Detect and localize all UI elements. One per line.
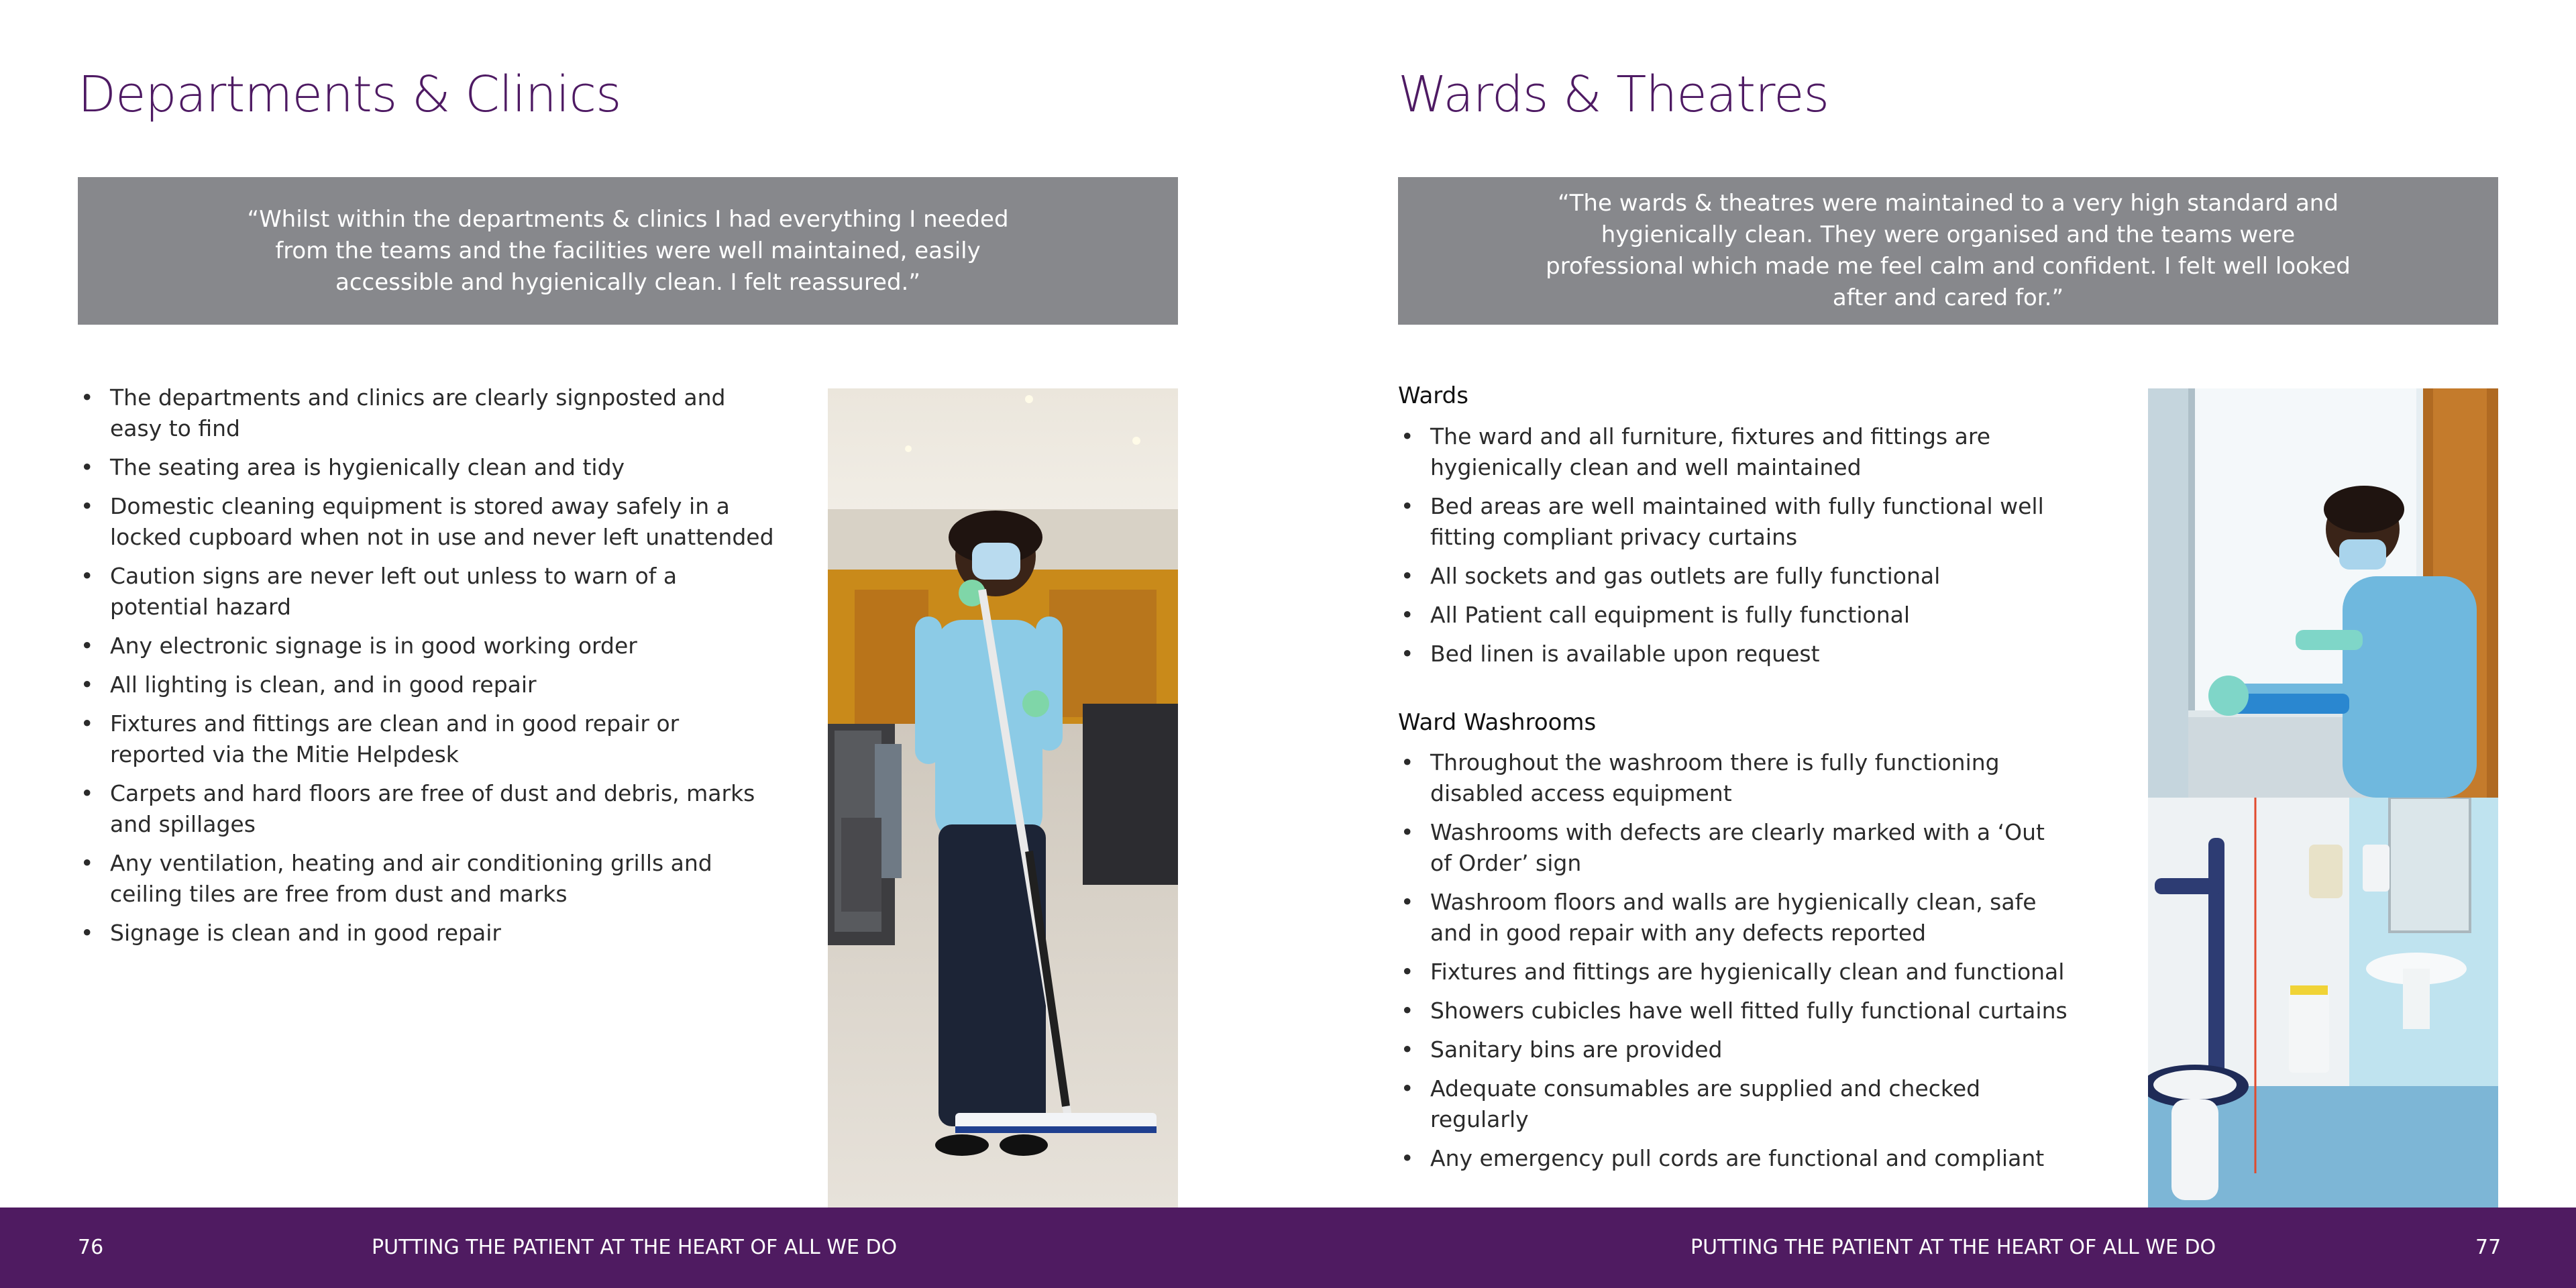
list-item: • Fixtures and fittings are clean and in good repair or reported via the Mitie Helpdesk xyxy=(79,708,777,770)
quote-text: “Whilst within the departments & clinics I had everything I needed from the teams and the facilities were well maintained, easily accessible and hygienically clean. I felt reassured.” xyxy=(247,205,1009,296)
list-item: • Bed areas are well maintained with fully functional well fitting compliant privacy curtains xyxy=(1399,491,2070,553)
left-page xyxy=(0,0,1288,1208)
cleaner-wiping-window-photo xyxy=(2148,388,2498,798)
list-item: • Showers cubicles have well fitted fully functional curtains xyxy=(1399,996,2070,1026)
list-item: • Washroom floors and walls are hygienically clean, safe and in good repair with any defects reported xyxy=(1399,887,2070,949)
list-item: • The departments and clinics are clearly signposted and easy to find xyxy=(79,382,777,444)
list-item: • The ward and all furniture, fixtures and fittings are hygienically clean and well maintained xyxy=(1399,421,2070,483)
list-item: • Washrooms with defects are clearly marked with a ‘Out of Order’ sign xyxy=(1399,817,2070,879)
washrooms-list xyxy=(1399,747,2070,1182)
left-footer-tagline: PUTTING THE PATIENT AT THE HEART OF ALL WE DO xyxy=(372,1236,898,1259)
washroom-photo xyxy=(2148,798,2498,1208)
testimonial-quote xyxy=(1398,177,2498,325)
wards-list xyxy=(1399,421,2070,678)
cleaner-mopping-photo xyxy=(828,388,1178,1208)
testimonial-quote xyxy=(78,177,1178,325)
wards-heading: Wards xyxy=(1398,382,1468,409)
list-item: • Signage is clean and in good repair xyxy=(79,918,777,949)
list-item: • Fixtures and fittings are hygienically clean and functional xyxy=(1399,957,2070,987)
right-page-number: 77 xyxy=(2475,1236,2502,1259)
list-item: • Carpets and hard floors are free of dust and debris, marks and spillages xyxy=(79,778,777,840)
list-item: • Any emergency pull cords are functional and compliant xyxy=(1399,1143,2070,1174)
list-item: • Any electronic signage is in good working order xyxy=(79,631,777,661)
list-item: • All lighting is clean, and in good repair xyxy=(79,669,777,700)
list-item: • All sockets and gas outlets are fully functional xyxy=(1399,561,2070,592)
list-item: • Any ventilation, heating and air conditioning grills and ceiling tiles are free from dust and marks xyxy=(79,848,777,910)
left-page-number: 76 xyxy=(78,1236,104,1259)
list-item: • Throughout the washroom there is fully functioning disabled access equipment xyxy=(1399,747,2070,809)
page-title: Wards & Theatres xyxy=(1398,66,1829,123)
quote-text: “The wards & theatres were maintained to a very high standard and hygienically clean. They were organised and the teams were professional which made me feel calm and confident. I felt well looked after and cared for.” xyxy=(1546,190,2351,311)
list-item: • Bed linen is available upon request xyxy=(1399,639,2070,669)
washrooms-heading: Ward Washrooms xyxy=(1398,709,1597,736)
right-page xyxy=(1288,0,2576,1208)
list-item: • Adequate consumables are supplied and checked regularly xyxy=(1399,1073,2070,1135)
right-footer-tagline: PUTTING THE PATIENT AT THE HEART OF ALL WE DO xyxy=(1690,1236,2216,1259)
page-title: Departments & Clinics xyxy=(78,66,621,123)
footer-bar xyxy=(0,1208,2576,1288)
list-item: • Sanitary bins are provided xyxy=(1399,1034,2070,1065)
list-item: • Caution signs are never left out unless to warn of a potential hazard xyxy=(79,561,777,623)
list-item: • Domestic cleaning equipment is stored away safely in a locked cupboard when not in use and never left unattended xyxy=(79,491,777,553)
requirements-list xyxy=(79,382,777,957)
list-item: • All Patient call equipment is fully functional xyxy=(1399,600,2070,631)
list-item: • The seating area is hygienically clean and tidy xyxy=(79,452,777,483)
